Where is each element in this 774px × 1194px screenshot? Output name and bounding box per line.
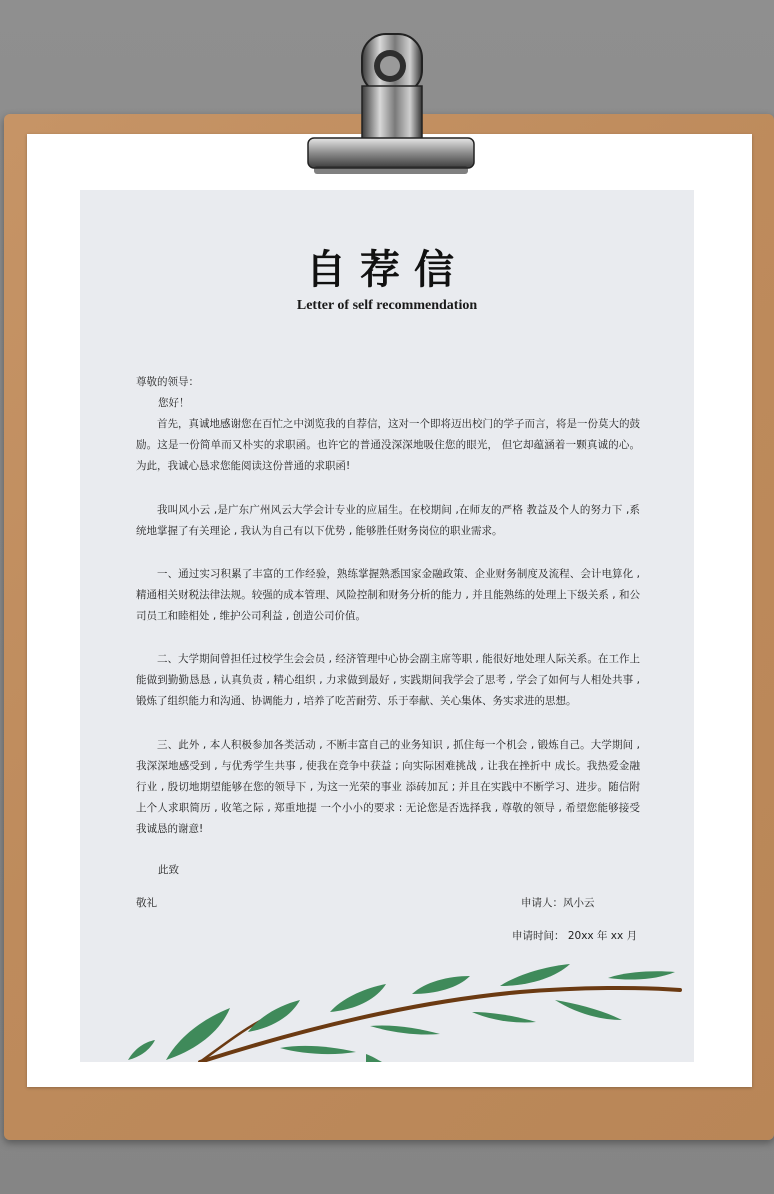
application-date: 申请时间： 20xx 年 xx 月 <box>512 930 638 942</box>
letter-sheet <box>80 190 694 1062</box>
binder-clip <box>300 26 480 178</box>
salutation: 尊敬的领导： <box>136 376 199 388</box>
applicant-name: 申请人：风小云 <box>521 897 595 909</box>
closing: 此致 <box>158 864 179 876</box>
paragraph-point-3: 三、此外 , 本人积极参加各类活动 , 不断丰富自己的业务知识 , 抓住每一个机会 , 锻炼自己。大学期间 , 我深深地感受到 , 与优秀学生共事 , 使我在竞争中获益 ; 向实际困难挑战 , 让我在挫折中 成长。我热爱金融行业 , 殷切地期望能够在您的领导下 , 为这一光荣的事业 添砖加瓦 ; 并且在实践中不断学习、进步。随信附上个人求职简历 , 收笔之际 , 郑重地提 一个小小的要求 : 无论您是否选择我 , 尊敬的领导 , 希望您能够接受我诚恳的谢意! <box>136 739 640 835</box>
paragraph-point-2: 二、大学期间曾担任过校学生会会员 , 经济管理中心协会副主席等职 , 能很好地处理人际关系。在工作上能做到勤勤恳恳 , 认真负责 , 精心组织 , 力求做到最好 , 实践期间我学会了思考 , 学会了如何与人相处共事 , 锻炼了组织能力和沟通、协调能力 , 培养了吃苦耐劳、乐于奉献、关心集体、务实求进的思想。 <box>136 653 640 707</box>
paragraph-point-1: 一、通过实习积累了丰富的工作经验，熟练掌握熟悉国家金融政策、企业财务制度及流程、会计电算化 , 精通相关财税法律法规。较强的成本管理、风险控制和财务分析的能力 , 并且能熟练的处理上下级关系 , 和公司员工和睦相处 , 维护公司利益 , 创造公司价值。 <box>136 568 640 622</box>
paragraph-intro: 首先，真诚地感谢您在百忙之中浏览我的自荐信，这对一个即将迈出校门的学子而言，将是一份莫大的鼓励。这是一份简单而又朴实的求职函。也许它的普通没深深地吸住您的眼光， 但它却蕴涵着一颗真诚的心。为此，我诚心恳求您能阅读这份普通的求职函! <box>136 418 640 472</box>
letter-subtitle: Letter of self recommendation <box>296 298 478 313</box>
greeting: 您好！ <box>158 397 190 409</box>
letter-title: 自荐信 <box>306 246 468 293</box>
paragraph-self: 我叫风小云 ,是广东广州风云大学会计专业的应届生。在校期间 ,在师友的严格 教益及个人的努力下 ,系统地掌握了有关理论 , 我认为自己有以下优势 , 能够胜任财务岗位的职业需求。 <box>136 504 640 537</box>
regards: 敬礼 <box>136 897 157 909</box>
